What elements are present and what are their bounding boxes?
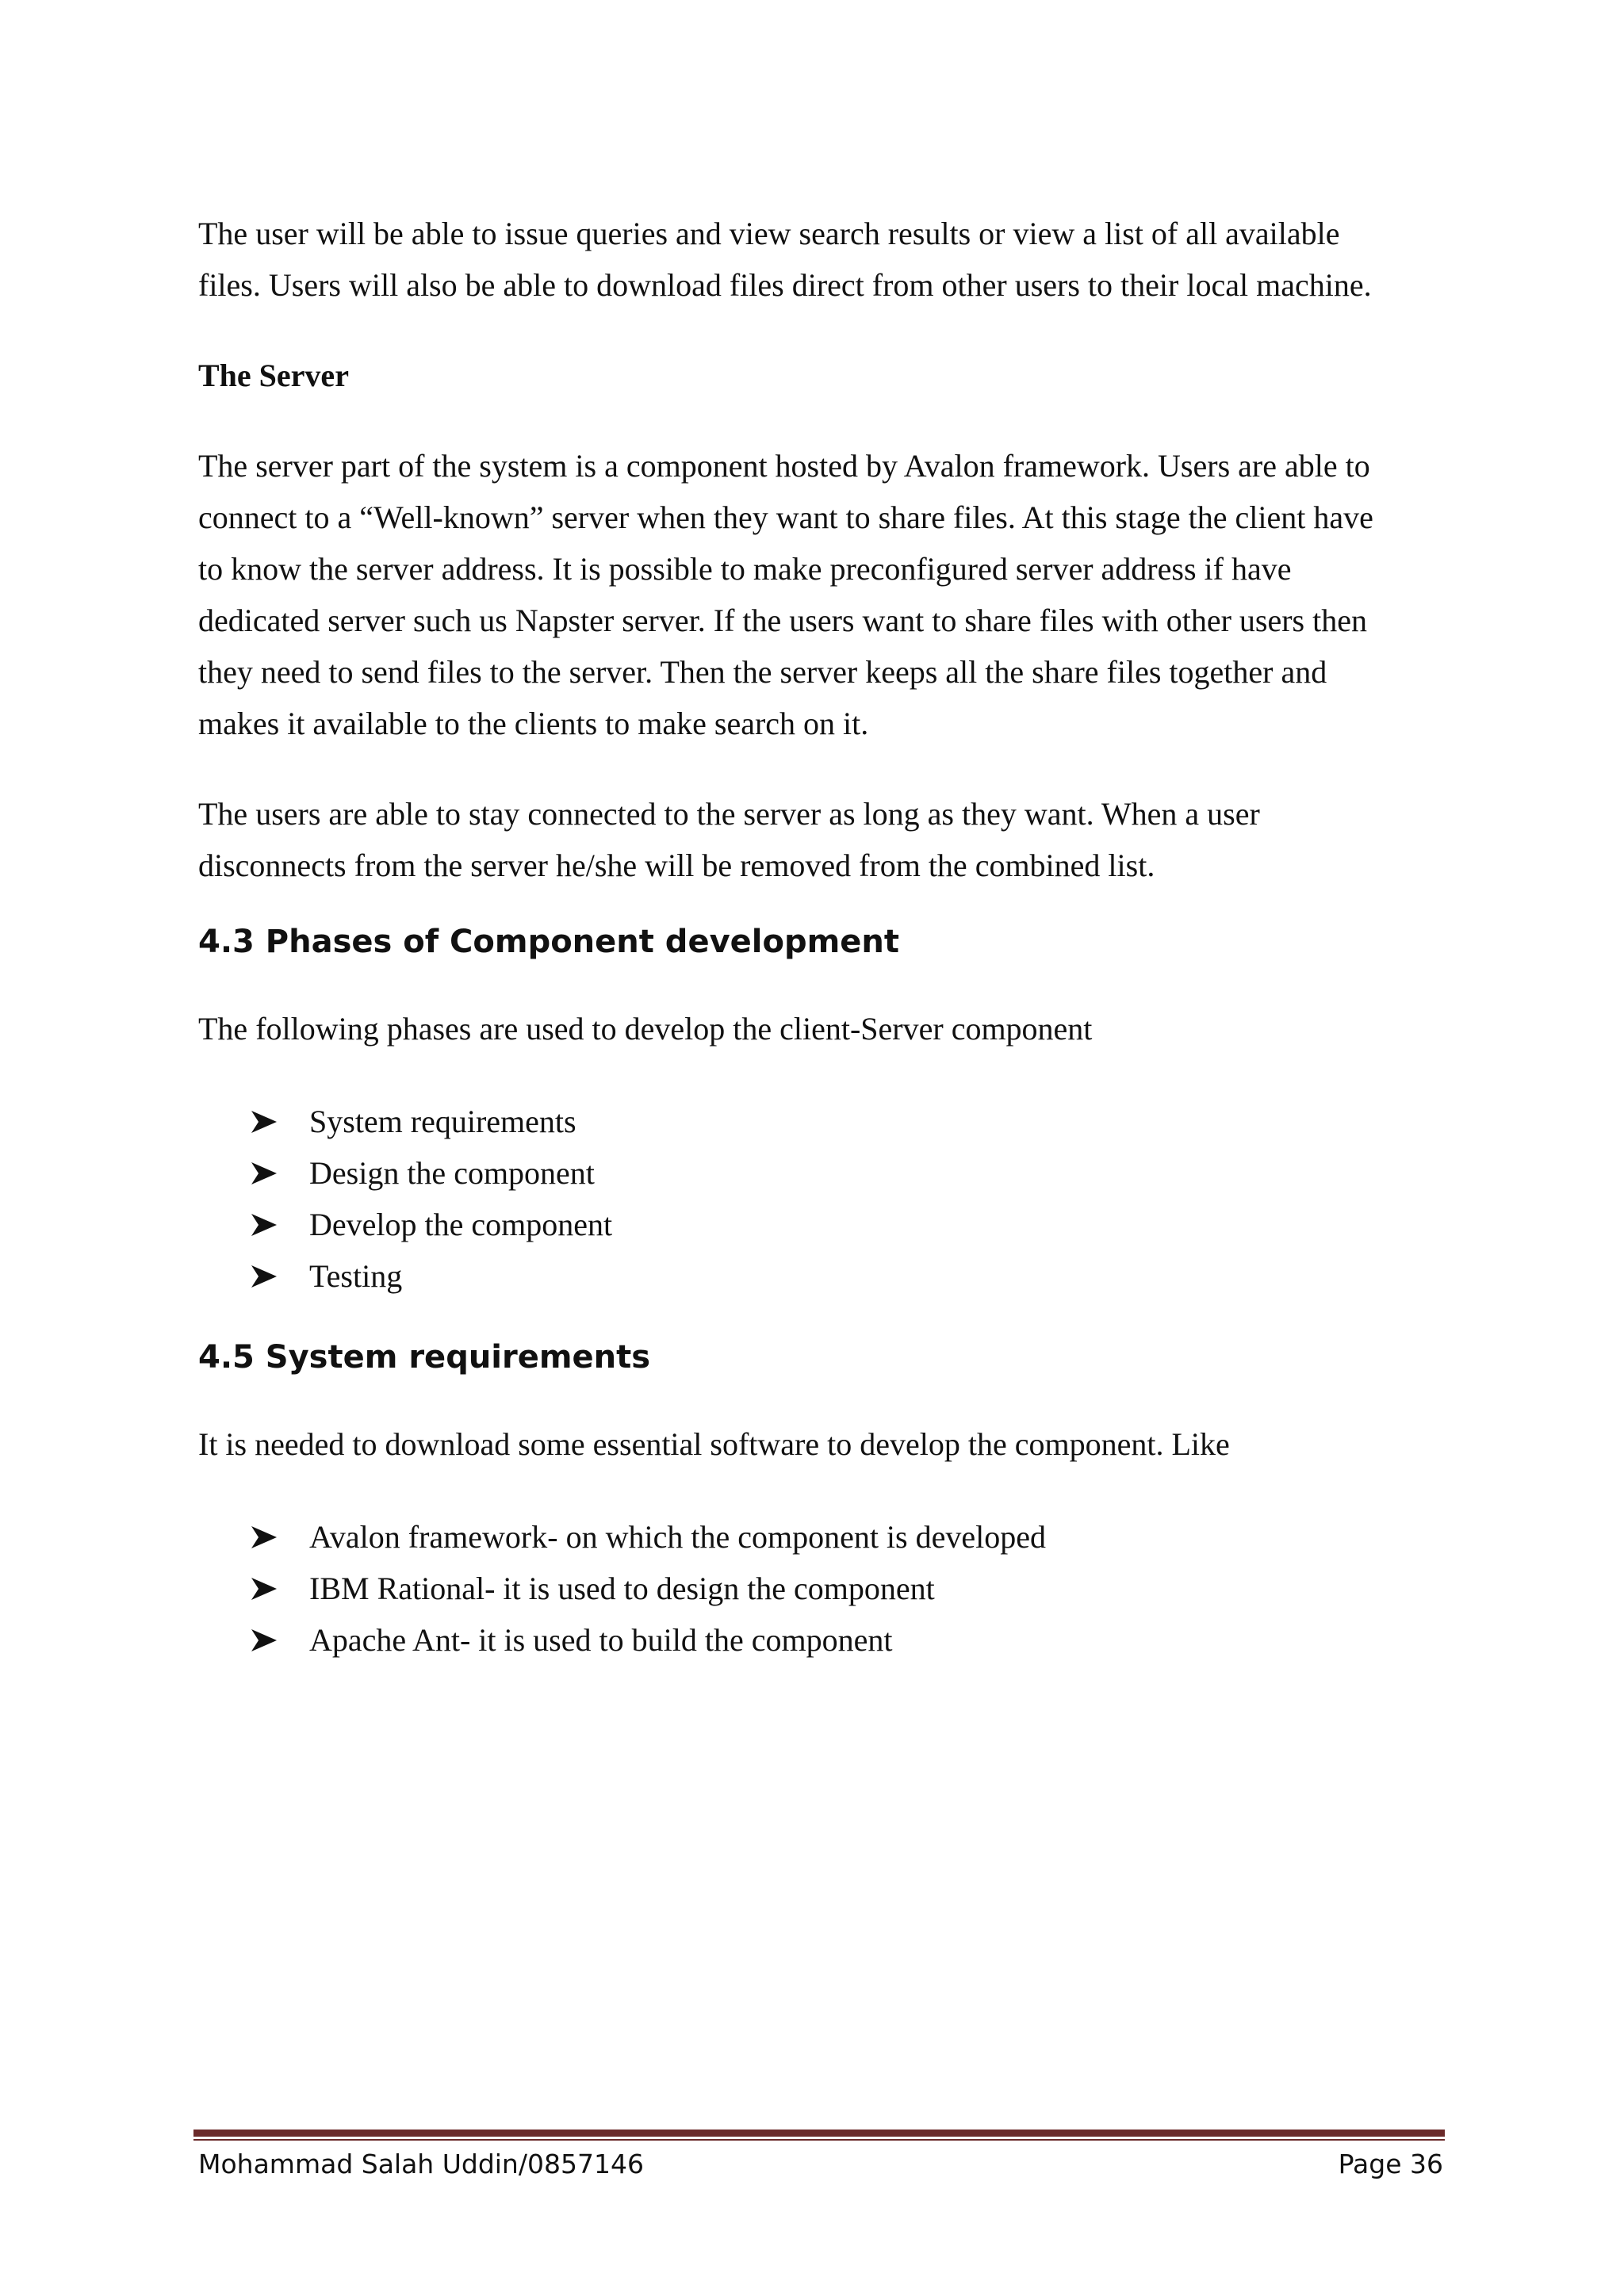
arrowhead-bullet-icon xyxy=(251,1628,278,1652)
server-line: to know the server address. It is possible to make preconfigured server address if have xyxy=(198,551,1292,587)
phases-list xyxy=(198,1096,1443,1302)
intro-line: files. Users will also be able to download files direct from other users to their local machine. xyxy=(198,267,1372,303)
list-item xyxy=(251,1199,1443,1250)
intro-line: The user will be able to issue queries and view search results or view a list of all available xyxy=(198,216,1340,251)
list-item xyxy=(251,1096,1443,1147)
requirements-intro: It is needed to download some essential software to develop the component. Like xyxy=(198,1426,1230,1462)
server-paragraph xyxy=(198,440,1443,749)
list-item xyxy=(251,1614,1443,1666)
list-item-text: Design the component xyxy=(309,1155,595,1191)
users-paragraph xyxy=(198,788,1443,891)
footer-divider-thick xyxy=(193,2130,1445,2137)
list-item-text: IBM Rational- it is used to design the component xyxy=(309,1571,935,1606)
phases-intro: The following phases are used to develop the client-Server component xyxy=(198,1011,1093,1047)
server-line: makes it available to the clients to make search on it. xyxy=(198,706,869,741)
list-item xyxy=(251,1250,1443,1302)
footer-divider xyxy=(193,2130,1445,2141)
server-line: they need to send files to the server. Then the server keeps all the share files together and xyxy=(198,654,1327,690)
list-item xyxy=(251,1147,1443,1199)
list-item-text: Avalon framework- on which the component is developed xyxy=(309,1519,1046,1555)
arrowhead-bullet-icon xyxy=(251,1161,278,1185)
section-heading-requirements: 4.5 System requirements xyxy=(198,1339,651,1376)
list-item-text: Develop the component xyxy=(309,1207,613,1242)
server-line: connect to a “Well-known” server when they want to share files. At this stage the client have xyxy=(198,499,1373,535)
list-item-text: Testing xyxy=(309,1258,403,1294)
arrowhead-bullet-icon xyxy=(251,1213,278,1237)
server-line: The server part of the system is a component hosted by Avalon framework. Users are able to xyxy=(198,448,1370,484)
users-line: disconnects from the server he/she will be removed from the combined list. xyxy=(198,848,1155,883)
list-item-text: System requirements xyxy=(309,1104,576,1139)
requirements-list xyxy=(198,1511,1443,1666)
footer-divider-thin xyxy=(193,2139,1445,2141)
document-body xyxy=(198,208,1443,1701)
users-line: The users are able to stay connected to the server as long as they want. When a user xyxy=(198,796,1260,832)
footer-page-number: Page 36 xyxy=(1338,2149,1443,2179)
intro-paragraph xyxy=(198,208,1443,311)
arrowhead-bullet-icon xyxy=(251,1265,278,1288)
page-footer xyxy=(198,2147,1443,2182)
arrowhead-bullet-icon xyxy=(251,1525,278,1549)
arrowhead-bullet-icon xyxy=(251,1577,278,1601)
list-item xyxy=(251,1511,1443,1563)
server-line: dedicated server such us Napster server. If the users want to share files with other users then xyxy=(198,603,1367,638)
footer-author: Mohammad Salah Uddin/0857146 xyxy=(198,2149,644,2179)
server-heading: The Server xyxy=(198,358,349,393)
list-item-text: Apache Ant- it is used to build the component xyxy=(309,1622,893,1658)
list-item xyxy=(251,1563,1443,1614)
section-heading-phases: 4.3 Phases of Component development xyxy=(198,924,900,960)
arrowhead-bullet-icon xyxy=(251,1110,278,1134)
